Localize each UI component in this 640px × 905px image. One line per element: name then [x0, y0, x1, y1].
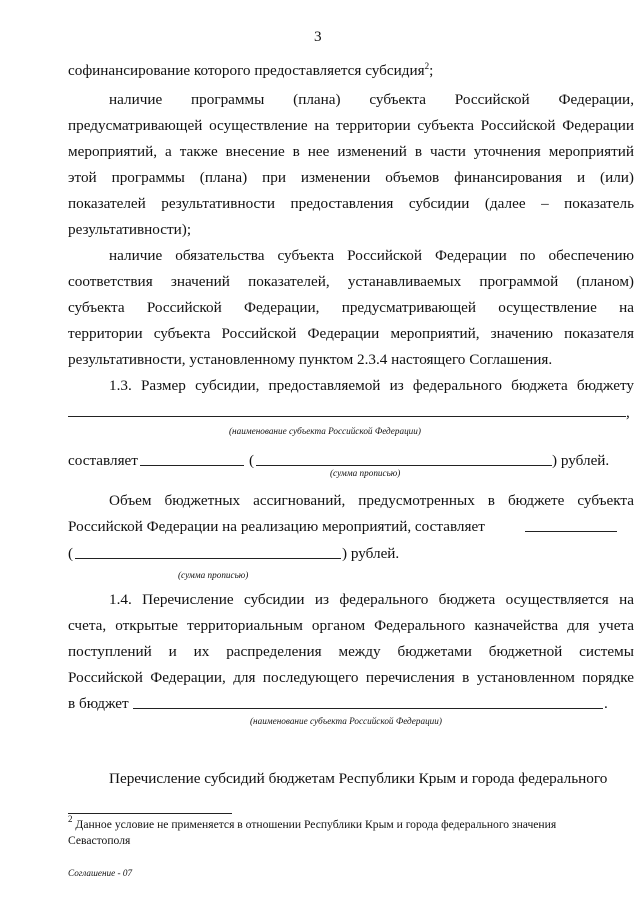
- page-number: 3: [314, 28, 322, 45]
- paragraph-line: ) рублей.: [342, 545, 400, 562]
- field-caption: (сумма прописью): [330, 468, 401, 478]
- field-caption: (наименование субъекта Российской Федерации): [250, 716, 442, 726]
- blank-line-budget-amount: [525, 531, 617, 532]
- paragraph-line: наличие обязательства субъекта Российской Федерации по обеспечению: [109, 247, 634, 264]
- paragraph-line: предусматривающей осуществление на территории субъекта Российской Федерации: [68, 117, 634, 134]
- footnote-reference: 2: [424, 61, 430, 71]
- paragraph-line: счета, открытые территориальным органом Федерального казначейства для учета: [68, 617, 634, 634]
- punctuation: (: [249, 452, 255, 469]
- paragraph-line: результативности, установленному пунктом 2.3.4 настоящего Соглашения.: [68, 351, 553, 368]
- paragraph-line: соответствия значений показателей, устанавливаемых программой (планом): [68, 273, 634, 290]
- paragraph-line: поступлений и их распределения между бюджетами бюджетной системы: [68, 643, 634, 660]
- paragraph-line: Объем бюджетных ассигнований, предусмотренных в бюджете субъекта: [109, 492, 634, 509]
- paragraph-line: 1.3. Размер субсидии, предоставляемой из федерального бюджета бюджету: [109, 377, 634, 394]
- paragraph-line: 1.4. Перечисление субсидии из федерального бюджета осуществляется на: [109, 591, 634, 608]
- blank-line-amount-words: [256, 465, 552, 466]
- field-caption: (наименование субъекта Российской Федерации): [229, 426, 421, 436]
- field-caption: (сумма прописью): [178, 570, 249, 580]
- paragraph-line: Российской Федерации на реализацию мероприятий, составляет: [68, 518, 485, 535]
- footnote: [68, 814, 557, 832]
- blank-line-budget-subject: [133, 708, 603, 709]
- paragraph-line: субъекта Российской Федерации, предусматривающей осуществление на: [68, 299, 634, 316]
- punctuation: ,: [626, 404, 630, 421]
- blank-line-subject-name: [68, 416, 626, 417]
- punctuation: .: [604, 695, 608, 712]
- paragraph-line: составляет: [68, 452, 138, 469]
- paragraph-line: территории субъекта Российской Федерации мероприятий, значению показателя: [68, 325, 634, 342]
- punctuation: (: [68, 545, 74, 562]
- paragraph-line: ) рублей.: [552, 452, 610, 469]
- footnote-text: Данное условие не применяется в отношении Республики Крым и города федерального значения: [75, 818, 557, 831]
- paragraph-line: в бюджет: [68, 695, 129, 712]
- paragraph-line: Перечисление субсидий бюджетам Республики Крым и города федерального: [109, 770, 608, 787]
- footnote-separator: [68, 813, 232, 814]
- footnote-continuation: Севастополя: [68, 834, 131, 847]
- blank-line-budget-words: [75, 558, 341, 559]
- paragraph-line: этой программы (плана) при изменении объемов финансирования и (или): [68, 169, 634, 186]
- paragraph-line: результативности);: [68, 221, 192, 238]
- paragraph-line: показателей результативности предоставления субсидии (далее – показатель: [68, 195, 634, 212]
- paragraph-line: Российской Федерации, для последующего перечисления в установленном порядке: [68, 669, 634, 686]
- footnote-mark: 2: [68, 814, 73, 824]
- blank-line-amount: [140, 465, 244, 466]
- footer-label: Соглашение - 07: [68, 868, 133, 878]
- paragraph-line: наличие программы (плана) субъекта Российской Федерации,: [109, 91, 634, 108]
- paragraph-line: мероприятий, а также внесение в нее изменений в части уточнения мероприятий: [68, 143, 634, 160]
- paragraph-line: софинансирование которого предоставляется субсидия$^2$;: [68, 61, 434, 79]
